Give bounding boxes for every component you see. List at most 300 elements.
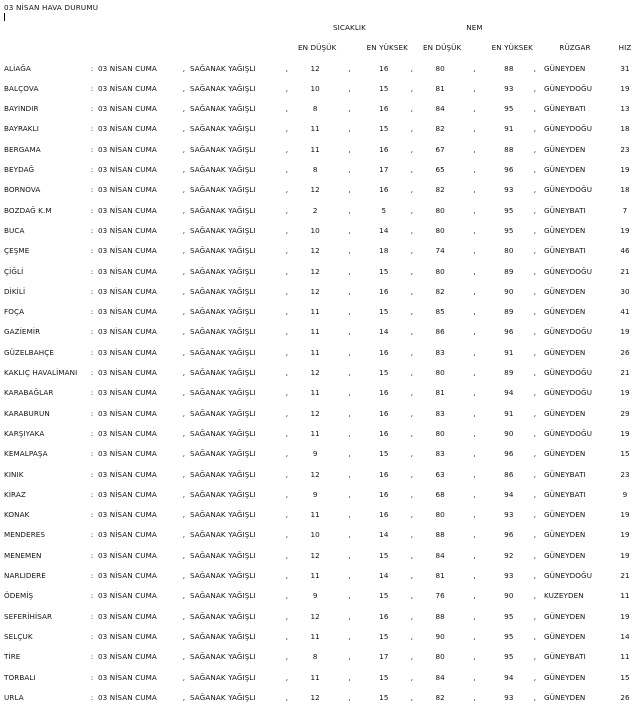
- cell-comma-1: ,: [182, 63, 186, 73]
- cell-wind: GÜNEYDEN: [544, 530, 586, 540]
- cell-comma-5: ,: [473, 63, 476, 73]
- cell-comma-3: ,: [348, 205, 351, 215]
- cell-wind: KUZEYDEN: [544, 591, 584, 601]
- cell-date: 03 NİSAN CUMA: [98, 631, 157, 641]
- cell-comma-5: ,: [473, 225, 476, 235]
- cell-hum-high: 96: [504, 327, 514, 337]
- column-header-comma-1: [178, 38, 190, 58]
- cell-comma-4: ,: [410, 266, 414, 276]
- cell-hum-low: 81: [435, 571, 445, 581]
- cell-temp-high: 16: [379, 388, 389, 398]
- column-header-district: [0, 38, 86, 58]
- cell-colon: :: [90, 631, 94, 641]
- cell-comma-3: ,: [348, 225, 351, 235]
- cell-comma-6: ,: [533, 611, 537, 621]
- cell-comma-3: ,: [348, 185, 351, 195]
- cell-hum-high: 80: [504, 246, 514, 256]
- cell-district: URLA: [4, 692, 24, 702]
- cell-condition: SAĞANAK YAĞIŞLI: [190, 266, 256, 276]
- cell-comma-4: ,: [410, 550, 414, 560]
- cell-comma-2: ,: [285, 611, 289, 621]
- cell-temp-high: 16: [379, 185, 389, 195]
- table-row: [0, 302, 644, 322]
- cell-comma-4: ,: [410, 307, 414, 317]
- cell-comma-5: ,: [473, 652, 476, 662]
- cell-comma-5: ,: [473, 408, 476, 418]
- cell-comma-4: ,: [410, 428, 414, 438]
- cell-temp-high: 14: [379, 530, 389, 540]
- cell-temp-high: 14: [379, 327, 389, 337]
- table-row: [0, 201, 644, 221]
- cell-hum-low: 83: [435, 347, 445, 357]
- cell-temp-low: 12: [310, 246, 320, 256]
- cell-comma-6: ,: [533, 631, 537, 641]
- cell-district: BEYDAĞ: [4, 165, 35, 175]
- cell-comma-5: ,: [473, 205, 476, 215]
- cell-hum-low: 80: [435, 266, 445, 276]
- cell-comma-4: ,: [410, 63, 414, 73]
- cell-speed: 7: [622, 205, 628, 215]
- cell-comma-3: ,: [348, 591, 351, 601]
- cell-wind: GÜNEYDOĞU: [544, 571, 593, 581]
- column-header-hum-high: EN YÜKSEK: [491, 43, 533, 53]
- cell-district: KAKLIÇ HAVALİMANI: [4, 368, 78, 378]
- cell-hum-high: 91: [504, 124, 514, 134]
- cell-speed: 18: [620, 185, 630, 195]
- cell-district: ALİAĞA: [4, 63, 31, 73]
- table-row: [0, 444, 644, 464]
- cell-condition: SAĞANAK YAĞIŞLI: [190, 63, 256, 73]
- cell-wind: GÜNEYDEN: [544, 672, 586, 682]
- cell-comma-1: ,: [182, 347, 186, 357]
- cell-temp-high: 16: [379, 104, 389, 114]
- cell-district: SELÇUK: [4, 631, 33, 641]
- table-row: [0, 322, 644, 342]
- cell-comma-2: ,: [285, 672, 289, 682]
- cell-date: 03 NİSAN CUMA: [98, 469, 157, 479]
- cell-comma-3: ,: [348, 307, 351, 317]
- cell-comma-1: ,: [182, 307, 186, 317]
- cell-speed: 19: [620, 388, 630, 398]
- cell-comma-1: ,: [182, 205, 186, 215]
- cell-comma-4: ,: [410, 246, 414, 256]
- cell-hum-high: 96: [504, 165, 514, 175]
- cell-temp-low: 12: [310, 63, 320, 73]
- cell-condition: SAĞANAK YAĞIŞLI: [190, 124, 256, 134]
- cell-speed: 21: [620, 571, 630, 581]
- table-row: [0, 383, 644, 403]
- cell-comma-4: ,: [410, 631, 414, 641]
- cell-temp-high: 15: [379, 449, 389, 459]
- cell-hum-high: 96: [504, 530, 514, 540]
- cell-colon: :: [90, 347, 94, 357]
- cell-condition: SAĞANAK YAĞIŞLI: [190, 368, 256, 378]
- cell-district: KEMALPAŞA: [4, 449, 48, 459]
- cell-comma-5: ,: [473, 266, 476, 276]
- cell-comma-6: ,: [533, 550, 537, 560]
- table-body: [0, 59, 644, 708]
- cell-condition: SAĞANAK YAĞIŞLI: [190, 428, 256, 438]
- cell-temp-high: 18: [379, 246, 389, 256]
- cell-temp-low: 11: [310, 347, 320, 357]
- cell-temp-low: 12: [310, 185, 320, 195]
- cell-comma-4: ,: [410, 205, 414, 215]
- cell-comma-2: ,: [285, 124, 289, 134]
- cell-comma-2: ,: [285, 591, 289, 601]
- cell-comma-5: ,: [473, 550, 476, 560]
- cell-speed: 19: [620, 550, 630, 560]
- cell-condition: SAĞANAK YAĞIŞLI: [190, 489, 256, 499]
- cell-temp-low: 9: [312, 449, 318, 459]
- cell-comma-2: ,: [285, 489, 289, 499]
- column-header-temp-low: EN DÜŞÜK: [298, 43, 337, 53]
- cell-comma-1: ,: [182, 185, 186, 195]
- cell-comma-1: ,: [182, 104, 186, 114]
- cell-temp-low: 12: [310, 550, 320, 560]
- cell-comma-5: ,: [473, 449, 476, 459]
- cell-hum-low: 68: [435, 489, 445, 499]
- cell-comma-3: ,: [348, 510, 351, 520]
- cell-condition: SAĞANAK YAĞIŞLI: [190, 530, 256, 540]
- cell-comma-4: ,: [410, 611, 414, 621]
- cell-condition: SAĞANAK YAĞIŞLI: [190, 307, 256, 317]
- cell-comma-1: ,: [182, 591, 186, 601]
- cell-temp-low: 12: [310, 408, 320, 418]
- cell-comma-3: ,: [348, 692, 351, 702]
- cell-comma-4: ,: [410, 165, 414, 175]
- cell-comma-5: ,: [473, 428, 476, 438]
- cell-colon: :: [90, 469, 94, 479]
- cell-hum-low: 83: [435, 449, 445, 459]
- cell-condition: SAĞANAK YAĞIŞLI: [190, 347, 256, 357]
- cell-date: 03 NİSAN CUMA: [98, 449, 157, 459]
- cell-comma-6: ,: [533, 104, 537, 114]
- cell-comma-2: ,: [285, 246, 289, 256]
- cell-comma-2: ,: [285, 347, 289, 357]
- table-row: [0, 586, 644, 606]
- cell-comma-3: ,: [348, 368, 351, 378]
- cell-comma-6: ,: [533, 347, 537, 357]
- cell-hum-low: 82: [435, 286, 445, 296]
- cell-date: 03 NİSAN CUMA: [98, 672, 157, 682]
- cell-hum-low: 88: [435, 611, 445, 621]
- table-row: [0, 363, 644, 383]
- cell-temp-low: 12: [310, 368, 320, 378]
- table-row: [0, 607, 644, 627]
- cell-temp-high: 15: [379, 368, 389, 378]
- cell-district: ÇİĞLİ: [4, 266, 24, 276]
- cell-hum-low: 80: [435, 652, 445, 662]
- cell-condition: SAĞANAK YAĞIŞLI: [190, 408, 256, 418]
- cell-hum-high: 92: [504, 550, 514, 560]
- cell-comma-1: ,: [182, 652, 186, 662]
- table-row: [0, 160, 644, 180]
- cell-condition: SAĞANAK YAĞIŞLI: [190, 469, 256, 479]
- cell-wind: GÜNEYDOĞU: [544, 327, 593, 337]
- cell-district: BERGAMA: [4, 144, 41, 154]
- cell-comma-1: ,: [182, 266, 186, 276]
- cell-temp-low: 12: [310, 611, 320, 621]
- cell-comma-1: ,: [182, 428, 186, 438]
- cell-date: 03 NİSAN CUMA: [98, 652, 157, 662]
- cell-comma-4: ,: [410, 530, 414, 540]
- cell-date: 03 NİSAN CUMA: [98, 63, 157, 73]
- cell-comma-2: ,: [285, 530, 289, 540]
- page-title: 03 NİSAN HAVA DURUMU: [4, 3, 99, 12]
- cell-date: 03 NİSAN CUMA: [98, 185, 157, 195]
- cell-speed: 11: [620, 591, 630, 601]
- cell-comma-3: ,: [348, 266, 351, 276]
- cell-colon: :: [90, 428, 94, 438]
- cell-comma-6: ,: [533, 530, 537, 540]
- cell-hum-low: 80: [435, 428, 445, 438]
- cell-date: 03 NİSAN CUMA: [98, 591, 157, 601]
- cell-comma-5: ,: [473, 286, 476, 296]
- cell-temp-high: 15: [379, 692, 389, 702]
- cell-comma-6: ,: [533, 571, 537, 581]
- column-header-hum-low: EN DÜŞÜK: [422, 43, 462, 53]
- cell-temp-high: 15: [379, 591, 389, 601]
- cell-temp-high: 15: [379, 631, 389, 641]
- cell-wind: GÜNEYDEN: [544, 144, 586, 154]
- cell-wind: GÜNEYBATI: [544, 104, 586, 114]
- cell-date: 03 NİSAN CUMA: [98, 225, 157, 235]
- cell-colon: :: [90, 225, 94, 235]
- cell-comma-5: ,: [473, 510, 476, 520]
- header-colon-blank: [86, 18, 98, 38]
- cell-colon: :: [90, 63, 94, 73]
- cell-condition: SAĞANAK YAĞIŞLI: [190, 104, 256, 114]
- cell-speed: 29: [620, 408, 630, 418]
- cell-comma-2: ,: [285, 144, 289, 154]
- cell-district: KİRAZ: [4, 489, 26, 499]
- cell-district: BUCA: [4, 225, 25, 235]
- cell-colon: :: [90, 327, 94, 337]
- cell-hum-high: 86: [504, 469, 514, 479]
- cell-wind: GÜNEYBATI: [544, 489, 586, 499]
- cell-comma-1: ,: [182, 246, 186, 256]
- cell-wind: GÜNEYDEN: [544, 307, 586, 317]
- cell-comma-2: ,: [285, 327, 289, 337]
- column-header-colon: [86, 38, 98, 58]
- cell-comma-2: ,: [285, 368, 289, 378]
- cell-comma-3: ,: [348, 428, 351, 438]
- cell-temp-low: 11: [310, 428, 320, 438]
- cell-colon: :: [90, 266, 94, 276]
- table-row: [0, 668, 644, 688]
- cell-comma-2: ,: [285, 165, 289, 175]
- cell-hum-high: 88: [504, 144, 514, 154]
- cell-comma-2: ,: [285, 307, 289, 317]
- cell-comma-1: ,: [182, 672, 186, 682]
- cell-condition: SAĞANAK YAĞIŞLI: [190, 327, 256, 337]
- cell-temp-high: 15: [379, 83, 389, 93]
- cell-date: 03 NİSAN CUMA: [98, 165, 157, 175]
- cell-speed: 21: [620, 266, 630, 276]
- cell-district: KONAK: [4, 510, 30, 520]
- cell-hum-low: 80: [435, 63, 445, 73]
- cell-wind: GÜNEYBATI: [544, 205, 586, 215]
- cell-comma-4: ,: [410, 408, 414, 418]
- cell-date: 03 NİSAN CUMA: [98, 266, 157, 276]
- cell-comma-1: ,: [182, 469, 186, 479]
- cell-comma-4: ,: [410, 104, 414, 114]
- header-wind-blank: [544, 18, 606, 38]
- cell-comma-1: ,: [182, 611, 186, 621]
- cell-hum-high: 94: [504, 388, 514, 398]
- cell-comma-3: ,: [348, 388, 351, 398]
- cell-hum-low: 83: [435, 408, 445, 418]
- cell-hum-high: 93: [504, 571, 514, 581]
- cell-comma-4: ,: [410, 347, 414, 357]
- cell-comma-1: ,: [182, 571, 186, 581]
- cell-hum-high: 90: [504, 591, 514, 601]
- cell-temp-low: 11: [310, 144, 320, 154]
- cell-comma-5: ,: [473, 144, 476, 154]
- cell-hum-low: 82: [435, 692, 445, 702]
- header-speed-blank: [606, 18, 644, 38]
- weather-table: [0, 18, 644, 708]
- cell-hum-low: 84: [435, 550, 445, 560]
- cell-district: DİKİLİ: [4, 286, 26, 296]
- cell-district: KINIK: [4, 469, 24, 479]
- cell-temp-high: 16: [379, 408, 389, 418]
- table-header: [0, 18, 644, 59]
- cell-temp-high: 14: [379, 225, 389, 235]
- cell-comma-3: ,: [348, 550, 351, 560]
- cell-comma-4: ,: [410, 327, 414, 337]
- cell-speed: 26: [620, 347, 630, 357]
- cell-wind: GÜNEYDOĞU: [544, 185, 593, 195]
- cell-speed: 19: [620, 83, 630, 93]
- cell-comma-6: ,: [533, 692, 537, 702]
- cell-comma-6: ,: [533, 124, 537, 134]
- cell-comma-1: ,: [182, 225, 186, 235]
- cell-comma-5: ,: [473, 368, 476, 378]
- cell-comma-3: ,: [348, 652, 351, 662]
- cell-comma-4: ,: [410, 286, 414, 296]
- cell-temp-high: 15: [379, 550, 389, 560]
- cell-wind: GÜNEYDEN: [544, 286, 586, 296]
- cell-temp-high: 16: [379, 144, 389, 154]
- cell-hum-low: 81: [435, 83, 445, 93]
- cell-colon: :: [90, 104, 94, 114]
- cell-comma-3: ,: [348, 631, 351, 641]
- cell-speed: 21: [620, 368, 630, 378]
- cell-condition: SAĞANAK YAĞIŞLI: [190, 246, 256, 256]
- cell-comma-6: ,: [533, 591, 537, 601]
- table-row: [0, 505, 644, 525]
- cell-comma-2: ,: [285, 266, 289, 276]
- cell-comma-6: ,: [533, 83, 537, 93]
- cell-comma-5: ,: [473, 83, 476, 93]
- cell-wind: GÜNEYBATI: [544, 652, 586, 662]
- cell-comma-1: ,: [182, 631, 186, 641]
- table-row: [0, 180, 644, 200]
- cell-wind: GÜNEYDEN: [544, 225, 586, 235]
- cell-comma-4: ,: [410, 692, 414, 702]
- cell-hum-low: 74: [435, 246, 445, 256]
- cell-comma-2: ,: [285, 104, 289, 114]
- cell-speed: 26: [620, 692, 630, 702]
- cell-date: 03 NİSAN CUMA: [98, 347, 157, 357]
- cell-district: GAZİEMİR: [4, 327, 41, 337]
- cell-comma-5: ,: [473, 591, 476, 601]
- cell-hum-low: 85: [435, 307, 445, 317]
- cell-comma-5: ,: [473, 489, 476, 499]
- cell-comma-6: ,: [533, 428, 537, 438]
- cell-speed: 15: [620, 672, 630, 682]
- cell-comma-2: ,: [285, 510, 289, 520]
- cell-temp-low: 11: [310, 510, 320, 520]
- cell-temp-high: 16: [379, 428, 389, 438]
- cell-temp-high: 17: [379, 165, 389, 175]
- cell-temp-high: 15: [379, 672, 389, 682]
- cell-comma-6: ,: [533, 368, 537, 378]
- cell-condition: SAĞANAK YAĞIŞLI: [190, 225, 256, 235]
- cell-comma-6: ,: [533, 205, 537, 215]
- cell-comma-6: ,: [533, 672, 537, 682]
- cell-colon: :: [90, 550, 94, 560]
- cell-comma-5: ,: [473, 631, 476, 641]
- cell-colon: :: [90, 185, 94, 195]
- cell-comma-5: ,: [473, 611, 476, 621]
- cell-comma-1: ,: [182, 83, 186, 93]
- cell-district: ÇEŞME: [4, 246, 30, 256]
- table-row: [0, 485, 644, 505]
- cell-wind: GÜNEYDOĞU: [544, 428, 593, 438]
- cell-temp-high: 16: [379, 347, 389, 357]
- cell-colon: :: [90, 510, 94, 520]
- cell-comma-3: ,: [348, 246, 351, 256]
- cell-wind: GÜNEYDOĞU: [544, 266, 593, 276]
- header-comma-blank-6: [526, 18, 544, 38]
- cell-temp-high: 14: [379, 571, 389, 581]
- cell-colon: :: [90, 368, 94, 378]
- cell-hum-low: 81: [435, 388, 445, 398]
- cell-wind: GÜNEYBATI: [544, 246, 586, 256]
- cell-condition: SAĞANAK YAĞIŞLI: [190, 591, 256, 601]
- cell-colon: :: [90, 449, 94, 459]
- cell-speed: 19: [620, 428, 630, 438]
- cell-comma-2: ,: [285, 205, 289, 215]
- table-row: [0, 79, 644, 99]
- cell-comma-6: ,: [533, 510, 537, 520]
- cell-temp-low: 8: [312, 652, 318, 662]
- cell-wind: GÜNEYDEN: [544, 165, 586, 175]
- cell-comma-3: ,: [348, 672, 351, 682]
- cell-comma-2: ,: [285, 449, 289, 459]
- cell-comma-6: ,: [533, 449, 537, 459]
- table-row: [0, 627, 644, 647]
- cell-comma-2: ,: [285, 408, 289, 418]
- cell-hum-high: 90: [504, 428, 514, 438]
- cell-temp-low: 8: [312, 104, 318, 114]
- cell-comma-6: ,: [533, 225, 537, 235]
- text-caret: [4, 13, 5, 21]
- column-header-condition: [190, 38, 276, 58]
- cell-comma-3: ,: [348, 530, 351, 540]
- cell-district: BORNOVA: [4, 185, 41, 195]
- cell-comma-6: ,: [533, 469, 537, 479]
- cell-wind: GÜNEYDEN: [544, 63, 586, 73]
- cell-temp-low: 10: [310, 225, 320, 235]
- table-row: [0, 262, 644, 282]
- cell-comma-6: ,: [533, 327, 537, 337]
- cell-date: 03 NİSAN CUMA: [98, 286, 157, 296]
- cell-temp-low: 11: [310, 307, 320, 317]
- cell-speed: 11: [620, 652, 630, 662]
